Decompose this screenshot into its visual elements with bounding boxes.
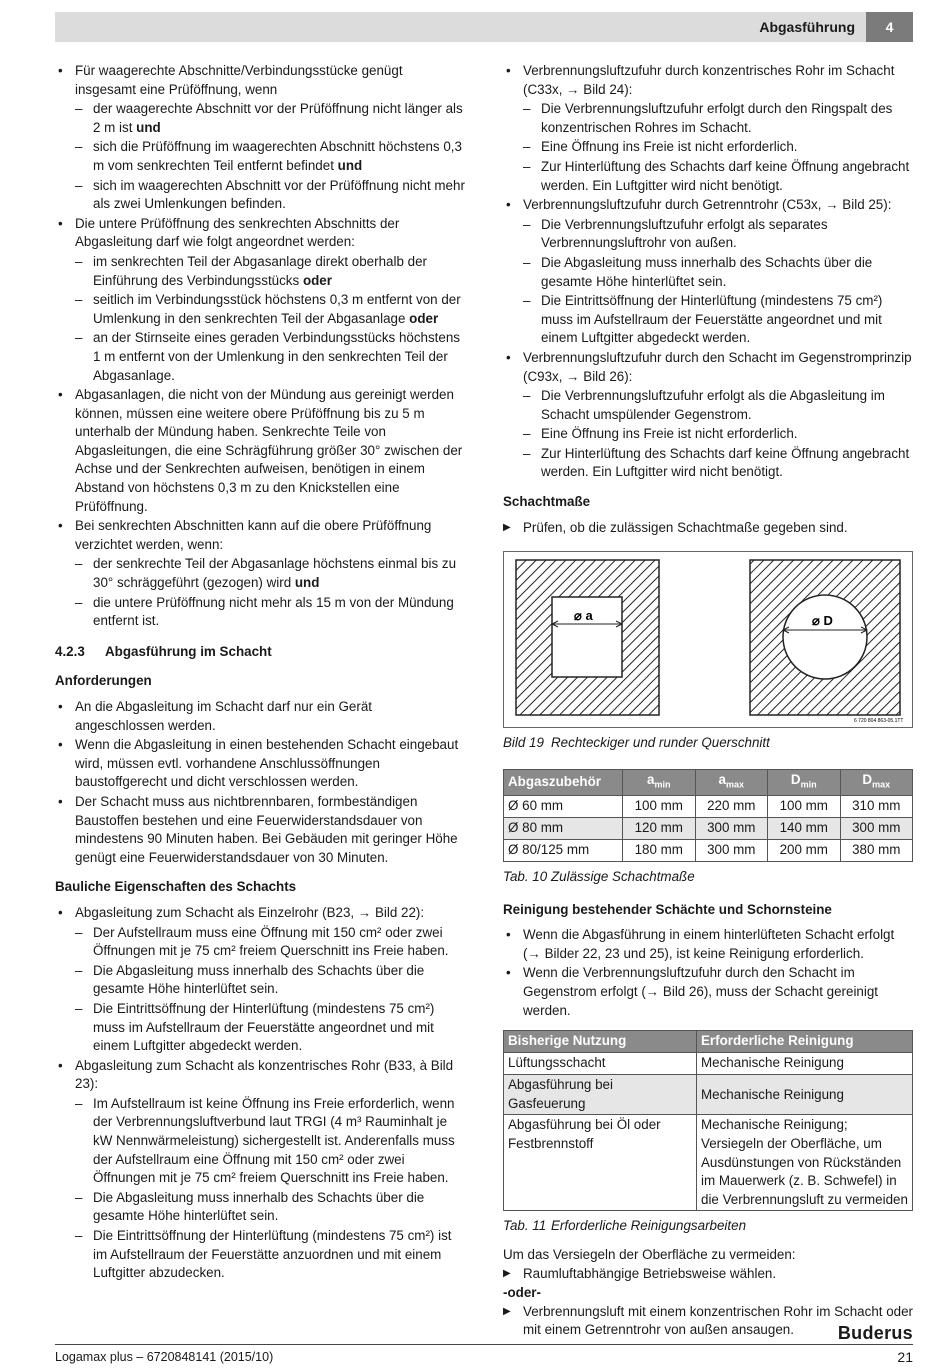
- list-subitem: – im senkrechten Teil der Abgasanlage direkt oberhalb der Einführung des Verbindungsstücks oder: [55, 253, 465, 290]
- list-subitem: – der waagerechte Abschnitt vor der Prüföffnung nicht länger als 2 m ist und: [55, 100, 465, 137]
- list-item: • Der Schacht muss aus nichtbrennbaren, formbeständigen Baustoffen bestehen und eine Feuerwiderstandsdauer von mindestens 90 Minuten haben. Bei Gebäuden mit geringer Höhe genügt eine Feuerwiderstandsdauer von 30 Minuten.: [55, 793, 465, 867]
- table-cell: 220 mm: [695, 796, 768, 818]
- subheading-anforderungen: Anforderungen: [55, 673, 152, 689]
- list-subitem: – Die Eintrittsöffnung der Hinterlüftung (mindestens 75 cm²) ist im Aufstellraum der Feuerstätte anzuordnen und mit einem Luftgitter abzudecken.: [55, 1227, 465, 1283]
- figure-caption: Bild 19 Rechteckiger und runder Querschnitt: [503, 735, 770, 751]
- table-cell: 200 mm: [768, 840, 841, 862]
- page-number: 21: [897, 1349, 913, 1365]
- col-header: Erforderliche Reinigung: [697, 1031, 913, 1053]
- table-cell: Abgasführung bei Öl oder Festbrennstoff: [504, 1115, 697, 1211]
- list-item: • Verbrennungsluftzufuhr durch den Schacht im Gegenstromprinzip (C93x, → Bild 26):: [503, 349, 913, 386]
- table-row: [504, 840, 913, 862]
- table-cell: 120 mm: [623, 818, 696, 840]
- list-subitem: – Zur Hinterlüftung des Schachts darf keine Öffnung angebracht werden. Ein Luftgitter wird nicht benötigt.: [503, 445, 913, 482]
- col-header: $D_{min}$: [768, 769, 841, 795]
- col-header: Abgaszubehör: [504, 769, 623, 795]
- brand-logo: Buderus: [837, 1323, 913, 1343]
- oder-label: -oder-: [503, 1285, 541, 1301]
- subheading-bauliche: Bauliche Eigenschaften des Schachts: [55, 879, 297, 895]
- table-row: [504, 1075, 913, 1115]
- table-cell: 100 mm: [768, 796, 841, 818]
- section-heading: 4.2.3 Abgasführung im Schacht: [55, 643, 272, 659]
- cleaning-table: [503, 1030, 913, 1211]
- list-item: • Verbrennungsluftzufuhr durch Getrenntrohr (C53x, → Bild 25):: [503, 196, 913, 215]
- header-title: Abgasführung: [759, 19, 855, 35]
- table-cell: Abgasführung bei Gasfeuerung: [504, 1075, 697, 1115]
- list-item: • Wenn die Abgasführung in einem hinterlüfteten Schacht erfolgt (→ Bilder 22, 23 und 25), ist keine Reinigung erforderlich.: [503, 926, 913, 963]
- list-subitem: – Zur Hinterlüftung des Schachts darf keine Öffnung angebracht werden. Ein Luftgitter wird nicht benötigt.: [503, 158, 913, 195]
- table-cell: Mechanische Reinigung; Versiegeln der Oberfläche, um Ausdünstungen von Rückständen im Mauerwerk (z. B. Schwefel) in die Verbrennungsluft zu vermeiden: [697, 1115, 913, 1211]
- list-subitem: – Die Abgasleitung muss innerhalb des Schachts über die gesamte Höhe hinterlüftet sein.: [55, 1189, 465, 1226]
- list-item: • Für waagerechte Abschnitte/Verbindungsstücke genügt insgesamt eine Prüföffnung, wenn: [55, 62, 465, 99]
- action-step: ▶ Prüfen, ob die zulässigen Schachtmaße gegeben sind.: [503, 519, 913, 538]
- table-cell: Ø 80 mm: [504, 818, 623, 840]
- table-row: [504, 818, 913, 840]
- col-header: Bisherige Nutzung: [504, 1031, 697, 1053]
- table-row: [504, 1053, 913, 1075]
- list-subitem: – Die Abgasleitung muss innerhalb des Schachts über die gesamte Höhe hinterlüftet sein.: [503, 254, 913, 291]
- page-header: [55, 12, 913, 42]
- list-subitem: – sich im waagerechten Abschnitt vor der Prüföffnung nicht mehr als zwei Umlenkungen befinden.: [55, 177, 465, 214]
- list-subitem: – Die Verbrennungsluftzufuhr erfolgt als die Abgasleitung im Schacht umspülender Gegenstrom.: [503, 387, 913, 424]
- label-d: ⌀ D: [812, 613, 833, 629]
- table-cell: Ø 60 mm: [504, 796, 623, 818]
- round-opening: [783, 595, 867, 679]
- action-step: ▶ Raumluftabhängige Betriebsweise wählen.: [503, 1265, 913, 1284]
- table-cell: 300 mm: [695, 818, 768, 840]
- list-item: • Wenn die Abgasleitung in einen bestehenden Schacht eingebaut wird, müssen evtl. vorhandene Anschlussöffnungen baustoffgerecht und dicht verschlossen werden.: [55, 736, 465, 792]
- list-item: • Abgasleitung zum Schacht als Einzelrohr (B23, → Bild 22):: [55, 904, 465, 923]
- col-header: $a_{min}$: [623, 769, 696, 795]
- table-caption: Tab. 10 Zulässige Schachtmaße: [503, 869, 695, 885]
- paragraph: Um das Versiegeln der Oberfläche zu vermeiden:: [503, 1247, 796, 1263]
- list-subitem: – Die Abgasleitung muss innerhalb des Schachts über die gesamte Höhe hinterlüftet sein.: [55, 962, 465, 999]
- list-subitem: – Der Aufstellraum muss eine Öffnung mit 150 cm² oder zwei Öffnungen mit je 75 cm² freiem Querschnitt ins Freie haben.: [55, 924, 465, 961]
- left-column: [55, 62, 465, 1284]
- table-cell: 100 mm: [623, 796, 696, 818]
- list-subitem: – Im Aufstellraum ist keine Öffnung ins Freie erforderlich, wenn der Verbrennungsluftverbund laut TRGI (4 m³ Rauminhalt je kW Nennwärmeleistung) sichergestellt ist. Anderenfalls muss der Aufstellraum eine Öffnung mit 150 cm² oder zwei Öffnungen mit je 75 cm² freiem Querschnitt ins Freie haben.: [55, 1095, 465, 1188]
- list-subitem: – Eine Öffnung ins Freie ist nicht erforderlich.: [503, 138, 913, 157]
- action-step: ▶ Verbrennungsluft mit einem konzentrischen Rohr im Schacht oder mit einem Getrenntrohr von außen ansaugen.: [503, 1303, 913, 1340]
- list-subitem: – sich die Prüföffnung im waagerechten Abschnitt höchstens 0,3 m vom senkrechten Teil entfernt befindet und: [55, 138, 465, 175]
- table-cell: Mechanische Reinigung: [697, 1053, 913, 1075]
- list-subitem: – Die Eintrittsöffnung der Hinterlüftung (mindestens 75 cm²) muss im Aufstellraum der Feuerstätte angeordnet und mit einem Luftgitter abgedeckt werden.: [55, 1000, 465, 1056]
- list-item: • Abgasleitung zum Schacht als konzentrisches Rohr (B33, à Bild 23):: [55, 1057, 465, 1094]
- label-a: ⌀ a: [574, 608, 593, 624]
- list-item: • Wenn die Verbrennungsluftzufuhr durch den Schacht im Gegenstrom erfolgt (→ Bild 26), muss der Schacht gereinigt werden.: [503, 964, 913, 1020]
- footer-divider: [55, 1344, 913, 1345]
- list-subitem: – an der Stirnseite eines geraden Verbindungsstücks höchstens 1 m entfernt von der Umlenkung in den senkrechten Teil der Abgasanlage.: [55, 329, 465, 385]
- table-caption: Tab. 11 Erforderliche Reinigungsarbeiten: [503, 1218, 747, 1234]
- table-row: [504, 796, 913, 818]
- table-cell: 180 mm: [623, 840, 696, 862]
- cross-section-figure: [503, 551, 913, 728]
- footer-document-id: Logamax plus – 6720848141 (2015/10): [55, 1350, 274, 1364]
- table-cell: 300 mm: [695, 840, 768, 862]
- subheading-reinigung: Reinigung bestehender Schächte und Schornsteine: [503, 901, 832, 917]
- cross-section-drawing: [504, 552, 912, 727]
- table-header-row: [504, 769, 913, 795]
- table-cell: 380 mm: [840, 840, 913, 862]
- list-subitem: – Eine Öffnung ins Freie ist nicht erforderlich.: [503, 425, 913, 444]
- table-cell: Lüftungsschacht: [504, 1053, 697, 1075]
- list-item: • Verbrennungsluftzufuhr durch konzentrisches Rohr im Schacht (C33x, → Bild 24):: [503, 62, 913, 99]
- table-cell: Ø 80/125 mm: [504, 840, 623, 862]
- list-item: • Die untere Prüföffnung des senkrechten Abschnitts der Abgasleitung darf wie folgt angeordnet werden:: [55, 215, 465, 252]
- list-subitem: – die untere Prüföffnung nicht mehr als 15 m von der Mündung entfernt ist.: [55, 594, 465, 631]
- figure-code: 6 720 804 863-05.1TT: [854, 718, 904, 725]
- table-row: [504, 1115, 913, 1211]
- table-header-row: [504, 1031, 913, 1053]
- table-cell: Mechanische Reinigung: [697, 1075, 913, 1115]
- list-subitem: – Die Verbrennungsluftzufuhr erfolgt durch den Ringspalt des konzentrischen Rohres im Schacht.: [503, 100, 913, 137]
- shaft-dimensions-table: [503, 769, 913, 862]
- subheading-schachtmasse: Schachtmaße: [503, 494, 591, 510]
- col-header: $D_{max}$: [840, 769, 913, 795]
- list-subitem: – Die Verbrennungsluftzufuhr erfolgt als separates Verbrennungsluftrohr von außen.: [503, 216, 913, 253]
- list-item: • Abgasanlagen, die nicht von der Mündung aus gereinigt werden können, müssen eine weitere obere Prüföffnung bis zu 5 m unterhalb der Mündung haben. Senkrechte Teile von Abgasleitungen, die eine Schrägführung größer 30° zwischen der Achse und der Senkrechten aufweisen, benötigen in einem Abstand von höchstens 0,3 m zu den Knickstellen eine Prüföffnung.: [55, 386, 465, 516]
- list-subitem: – Die Eintrittsöffnung der Hinterlüftung (mindestens 75 cm²) muss im Aufstellraum der Feuerstätte angeordnet und mit einem Luftgitter abgedeckt werden.: [503, 292, 913, 348]
- right-column: [503, 62, 913, 1341]
- chapter-number: 4: [866, 12, 913, 42]
- table-cell: 140 mm: [768, 818, 841, 840]
- list-item: • An die Abgasleitung im Schacht darf nur ein Gerät angeschlossen werden.: [55, 698, 465, 735]
- col-header: $a_{max}$: [695, 769, 768, 795]
- list-item: • Bei senkrechten Abschnitten kann auf die obere Prüföffnung verzichtet werden, wenn:: [55, 517, 465, 554]
- list-subitem: – seitlich im Verbindungsstück höchstens 0,3 m entfernt von der Umlenkung in den senkrechten Teil der Abgasanlage oder: [55, 291, 465, 328]
- table-cell: 310 mm: [840, 796, 913, 818]
- list-subitem: – der senkrechte Teil der Abgasanlage höchstens einmal bis zu 30° schräggeführt (gezogen) wird und: [55, 555, 465, 592]
- table-cell: 300 mm: [840, 818, 913, 840]
